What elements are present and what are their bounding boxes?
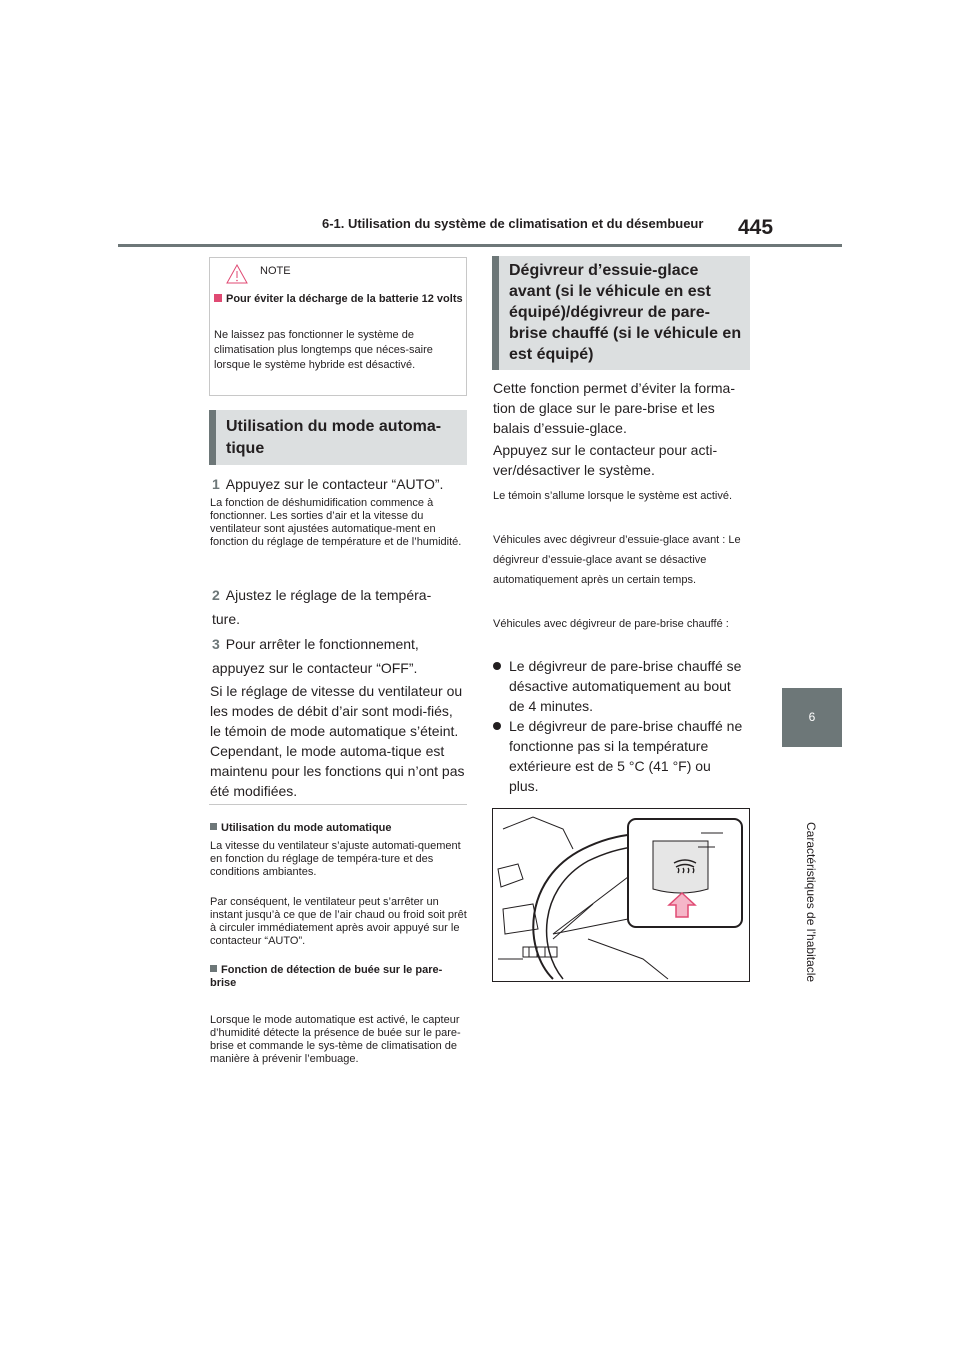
deicer-intro: Cette fonction permet d’éviter la forma-tion de glace sur le pare-brise et les balais d’essuie-glace. [493,380,735,436]
info-fog-title-text: Fonction de détection de buée sur le pare-brise [210,964,443,989]
note-subtitle [214,292,464,306]
bullet-dot-icon [493,722,501,730]
step-3 [212,632,462,680]
chapter-side-title: Caractéristiques de l’habitacle [804,822,818,983]
square-bullet-icon [210,823,217,830]
step-1-detail: La fonction de déshumidification commence à fonctionner. Les sorties d’air et la vitesse du ventilateur sont ajustées automatique-ment en fonction du réglage de température et de l’humidité. [210,497,462,548]
deicer-lamp: Le témoin s’allume lorsque le système est activé. [493,490,733,502]
bullet-dot-icon [493,662,501,670]
step-1-number: 1 [212,476,220,492]
steering-wheel-drawing [493,809,750,982]
square-bullet-icon [210,965,217,972]
note-box [209,257,467,396]
info-auto-title [210,822,468,835]
page-number: 445 [738,216,774,239]
step-1-text: Appuyez sur le contacteur “AUTO”. [225,476,444,492]
note-subtitle-text: Pour éviter la décharge de la batterie 12 volts [226,293,463,305]
info-auto-p2: Par conséquent, le ventilateur peut s’arrêter un instant jusqu’à ce que de l’air chaud ou froid soit prêt à circuler immédiatement après avoir appuyé sur le contacteur “AUTO”. [210,896,467,947]
step-3-number: 3 [212,636,220,652]
note-text: Ne laissez pas fonctionner le système de climatisation plus longtemps que néces-saire lorsque le système hybride est désactivé. [214,329,433,371]
deicer-wiper-note: Véhicules avec dégivreur d’essuie-glace avant : Le dégivreur d’essuie-glace avant se désactive automatiquement après un certain temps. [493,534,741,586]
defroster-switch-illustration [492,808,750,982]
deicer-bullet-2-text: Le dégivreur de pare-brise chauffé ne fonctionne pas si la température extérieure est de 5 °C (41 °F) ou plus. [509,718,743,794]
section-header-title: 6-1. Utilisation du système de climatisation et du désembueur [322,216,704,231]
step-2-text: Ajustez le réglage de la tempéra-ture. [212,587,432,627]
header-rule [118,244,842,247]
info-auto-title-text: Utilisation du mode automatique [221,822,392,834]
square-bullet-icon [214,294,222,302]
deicer-bullet-2 [493,716,743,796]
heading-auto-mode: Utilisation du mode automa-tique [209,410,467,465]
note-label: NOTE [260,265,291,277]
info-fog-p1: Lorsque le mode automatique est activé, le capteur d’humidité détecte la présence de buée sur le pare-brise et commande le sys-tème de climatisation de manière à prévenir l’embuage. [210,1014,461,1065]
info-fog-title [210,964,468,990]
step-1 [212,474,472,494]
info-auto-p1: La vitesse du ventilateur s’ajuste automati-quement en fonction du réglage de tempéra-ture et des conditions ambiantes. [210,840,461,878]
deicer-press: Appuyez sur le contacteur pour acti-ver/désactiver le système. [493,442,718,478]
step-2 [212,583,452,631]
deicer-heated-label: Véhicules avec dégivreur de pare-brise chauffé : [493,618,729,630]
divider [209,804,467,805]
auto-paragraph: Si le réglage de vitesse du ventilateur ou les modes de débit d’air sont modi-fiés, le témoin de mode automatique s’éteint. Cependant, le mode automa-tique est maintenu pour les fonctions qui n’ont pas été modifiées. [210,683,465,799]
note-header [210,258,466,284]
chapter-tab: 6 [782,688,842,747]
step-3-text: Pour arrêter le fonctionnement, appuyez sur le contacteur “OFF”. [212,636,419,676]
deicer-bullet-1 [493,656,743,716]
warning-icon [225,263,249,285]
deicer-bullet-1-text: Le dégivreur de pare-brise chauffé se désactive automatiquement au bout de 4 minutes. [509,658,742,714]
step-2-number: 2 [212,587,220,603]
heading-deicer: Dégivreur d’essuie-glace avant (si le véhicule en est équipé)/dégivreur de pare-brise chauffé (si le véhicule en est équipé) [492,256,750,370]
